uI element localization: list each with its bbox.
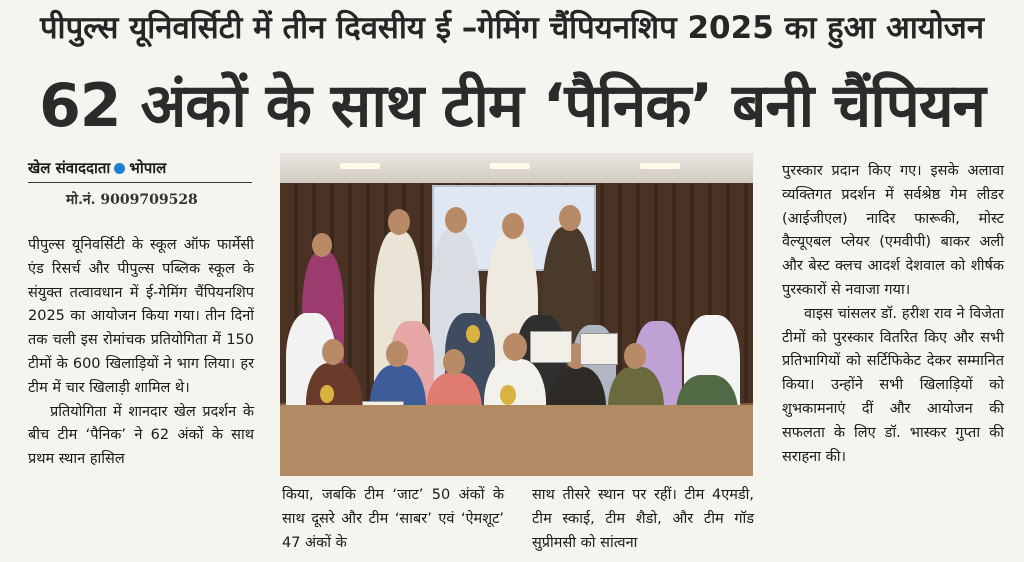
photo-person-head	[322, 339, 344, 365]
photo-person-head	[624, 343, 646, 369]
article-column-3	[532, 484, 754, 555]
col4-paragraph-2: वाइस चांसलर डॉ. हरीश राव ने विजेता टीमों को पुरस्कार वितरित किए और सभी प्रतिभागियों को सर्टिफिकेट देकर सम्मानित किया। उन्होंने सभी खिलाड़ियों को शुभकामनाएं दीं और आयोजन की सफलता के लिए डॉ. भास्कर गुप्ता की सराहना की।	[782, 305, 1004, 465]
news-photo	[280, 153, 753, 476]
photo-person-head	[502, 213, 524, 239]
main-headline: 62 अंकों के साथ टीम ‘पैनिक’ बनी चैंपियन	[39, 71, 985, 141]
col1-paragraph-2: प्रतियोगिता में शानदार खेल प्रदर्शन के बीच टीम ‘पैनिक’ ने 62 अंकों के साथ प्रथम स्थान हासिल	[28, 403, 254, 468]
byline-reporter: खेल संवाददाता	[28, 159, 111, 177]
byline-city: भोपाल	[129, 159, 167, 177]
trophy-icon	[500, 385, 516, 405]
photo-person-head	[503, 333, 527, 361]
photo-person-head	[388, 209, 410, 235]
article-column-1	[28, 234, 254, 472]
article-column-4	[782, 160, 1004, 469]
byline-contact: मो.नं. 9009709528	[66, 192, 198, 208]
byline-dot-icon	[114, 163, 125, 174]
col2-paragraph: किया, जबकि टीम ‘जाट’ 50 अंकों के साथ दूसरे और टीम ‘साबर’ एवं ‘ऐमशूट’ 47 अंकों के	[282, 487, 504, 551]
col4-paragraph-1: पुरस्कार प्रदान किए गए। इसके अलावा व्यक्तिगत प्रदर्शन में सर्वश्रेष्ठ गेम लीडर (आईजीएल) नादिर फारूकी, मोस्ट वैल्यूएबल प्लेयर (एमवीपी) बाकर अली और बेस्ट क्लच आदर्श देशवाल को शीर्षक पुरस्कारों से नवाजा गया।	[782, 163, 1004, 298]
byline-divider	[28, 182, 252, 183]
certificate-icon	[580, 333, 618, 365]
photo-person-head	[443, 349, 465, 375]
col3-paragraph: साथ तीसरे स्थान पर रहीं। टीम 4एमडी, टीम स्काई, टीम शैडो, और टीम गॉड सुप्रीमसी को सांत्वना	[532, 487, 754, 551]
photo-person-head	[386, 341, 408, 367]
certificate-icon	[530, 331, 572, 363]
photo-person-head	[312, 233, 332, 257]
kicker-headline: पीपुल्स यूनिवर्सिटी में तीन दिवसीय ई –गेमिंग चैंपियनशिप 2025 का हुआ आयोजन	[39, 10, 985, 46]
trophy-icon	[320, 385, 334, 403]
photo-lamp	[490, 163, 530, 169]
col1-paragraph-1: पीपुल्स यूनिवर्सिटी के स्कूल ऑफ फार्मेसी एंड रिसर्च और पीपुल्स पब्लिक स्कूल के संयुक्त तत्वावधान में ई-गेमिंग चैंपियनशिप 2025 का आयोजन किया गया। तीन दिनों तक चली इस रोमांचक प्रतियोगिता में 150 टीमों के 600 खिलाड़ियों ने भाग लिया। हर टीम में चार खिलाड़ी शामिल थे।	[28, 237, 254, 396]
byline	[28, 158, 252, 178]
photo-lamp	[640, 163, 680, 169]
trophy-icon	[466, 325, 480, 343]
photo-person-head	[559, 205, 581, 231]
photo-person-head	[445, 207, 467, 233]
article-column-2	[282, 484, 504, 555]
photo-lamp	[340, 163, 380, 169]
photo-table	[280, 405, 753, 476]
